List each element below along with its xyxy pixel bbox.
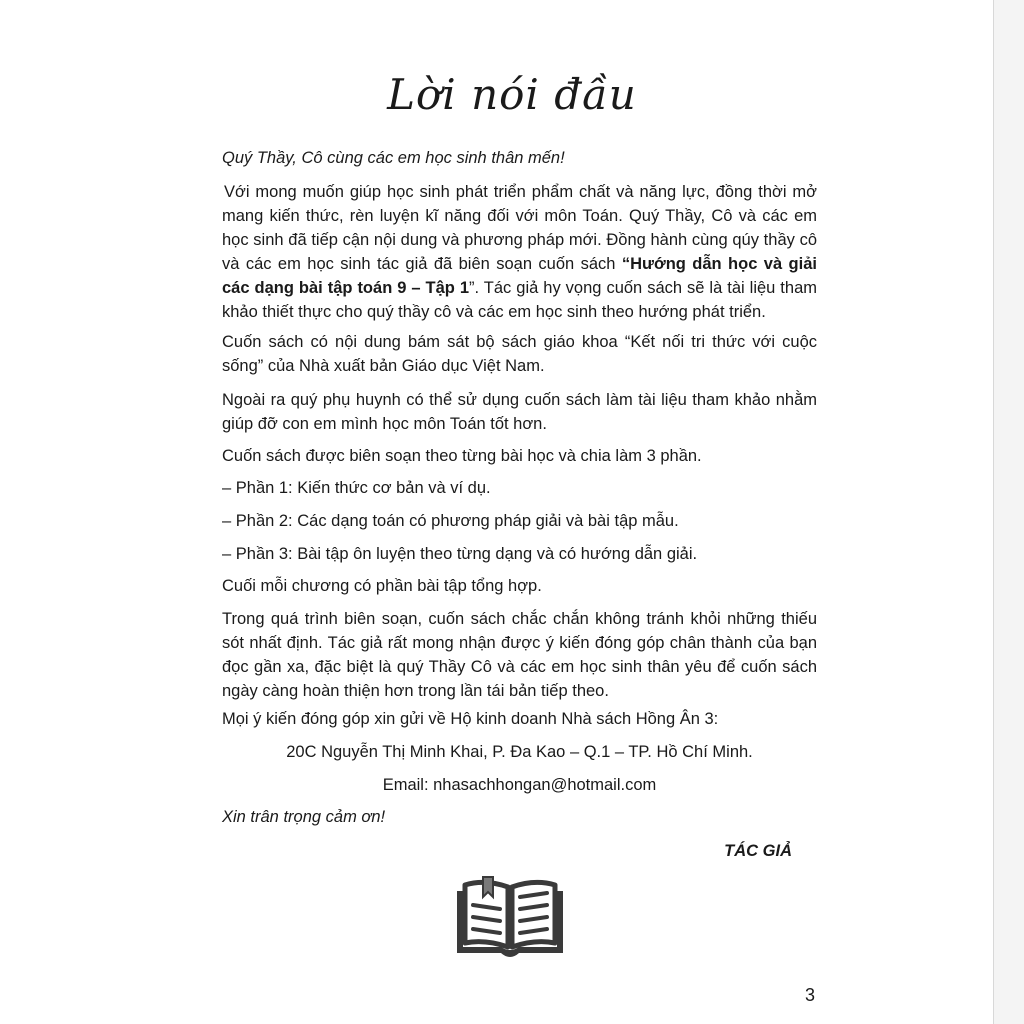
intro-text-end: ”. Tác giả hy vọng cuốn sách sẽ là tài liệu tham khảo thiết thực cho quý thầy cô và các em học sinh theo hướng phát triển. — [222, 279, 817, 321]
chapter-paragraph: Cuối mỗi chương có phần bài tập tổng hợp. — [222, 577, 542, 595]
book-title: “Hướng dẫn học và giải các dạng bài tập toán 9 – Tập 1 — [222, 255, 817, 297]
page-edge — [993, 0, 1024, 1024]
open-book-icon — [453, 875, 567, 961]
page-number: 3 — [804, 985, 815, 1005]
salutation: Quý Thầy, Cô cùng các em học sinh thân mến! — [222, 149, 565, 167]
structure-paragraph: Cuốn sách được biên soạn theo từng bài học và chia làm 3 phần. — [222, 447, 702, 465]
parents-paragraph: Ngoài ra quý phụ huynh có thể sử dụng cuốn sách làm tài liệu tham khảo nhằm giúp đỡ con em mình học môn Toán tốt hơn. — [222, 391, 817, 433]
intro-paragraph — [222, 180, 817, 324]
textbook-paragraph: Cuốn sách có nội dung bám sát bộ sách giáo khoa “Kết nối tri thức với cuộc sống” của Nhà xuất bản Giáo dục Việt Nam. — [222, 333, 817, 375]
address-line: 20C Nguyễn Thị Minh Khai, P. Đa Kao – Q.1 – TP. Hồ Chí Minh. — [286, 743, 753, 761]
part-item-1: – Phần 1: Kiến thức cơ bản và ví dụ. — [222, 479, 491, 497]
page-title: Lời nói đầu — [387, 70, 637, 119]
contact-paragraph: Mọi ý kiến đóng góp xin gửi về Hộ kinh doanh Nhà sách Hồng Ân 3: — [222, 710, 719, 728]
part-item-2: – Phần 2: Các dạng toán có phương pháp giải và bài tập mẫu. — [222, 512, 679, 530]
author-signature: TÁC GIẢ — [724, 842, 792, 860]
email-line: Email: nhasachhongan@hotmail.com — [382, 776, 657, 794]
part-item-3: – Phần 3: Bài tập ôn luyện theo từng dạng và có hướng dẫn giải. — [222, 545, 698, 563]
closing-line: Xin trân trọng cảm ơn! — [222, 808, 386, 826]
intro-text-start: Với mong muốn giúp học sinh phát triển phẩm chất và năng lực, đồng thời mở mang kiến thức, rèn luyện kĩ năng đối với môn Toán. Quý Thầy, Cô và các em học sinh đã tiếp cận nội dung và phương pháp mới. Đồng hành cùng qúy thầy cô và các em học sinh tác giả đã biên soạn cuốn sách — [222, 183, 817, 273]
feedback-paragraph: Trong quá trình biên soạn, cuốn sách chắc chắn không tránh khỏi những thiếu sót nhất định. Tác giả rất mong nhận được ý kiến đóng góp chân thành của bạn đọc gần xa, đặc biệt là quý Thầy Cô và các em học sinh thân yêu để cuốn sách ngày càng hoàn thiện hơn trong lần tái bản tiếp theo. — [222, 610, 817, 700]
